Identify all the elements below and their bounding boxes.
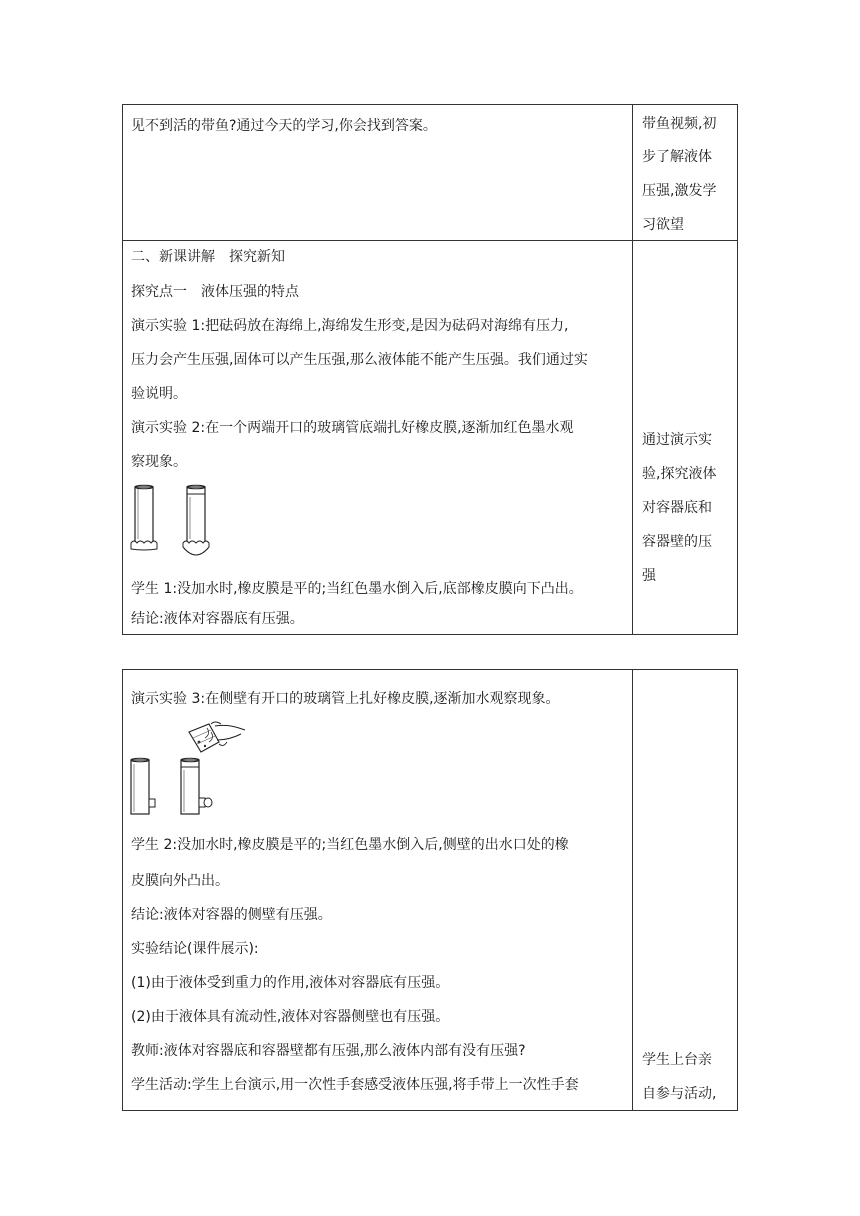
- table-bottom: [122, 669, 738, 1111]
- text-line: 演示实验 2:在一个两端开口的玻璃管底端扎好橡皮膜,逐渐加红色墨水观: [131, 420, 574, 436]
- list-item: (1)由于液体受到重力的作用,液体对容器底有压强。: [131, 975, 450, 991]
- side-note-line: 步了解液体: [642, 149, 712, 165]
- side-note-line: 通过演示实: [642, 432, 712, 448]
- text-line: 验说明。: [131, 386, 187, 402]
- text-line: 演示实验 3:在侧壁有开口的玻璃管上扎好橡皮膜,逐渐加水观察现象。: [131, 691, 560, 707]
- text-line: 教师:液体对容器底和容器壁都有压强,那么液体内部有没有压强?: [131, 1043, 526, 1059]
- side-note-line: 强: [642, 568, 656, 584]
- side-note-line: 学生上台亲: [642, 1052, 712, 1068]
- table-top: [122, 104, 738, 635]
- text-line: 压力会产生压强,固体可以产生压强,那么液体能不能产生压强。我们通过实: [131, 352, 588, 368]
- conclusion-line: 结论:液体对容器的侧壁有压强。: [131, 907, 332, 923]
- table-top-main-column: [123, 105, 633, 634]
- subsection-heading: 探究点一 液体压强的特点: [131, 284, 299, 300]
- side-note-line: 自参与活动,: [642, 1086, 717, 1102]
- side-note-line: 习欲望: [642, 217, 684, 233]
- list-item: (2)由于液体具有流动性,液体对容器侧壁也有压强。: [131, 1009, 450, 1025]
- table-bottom-side-column: [633, 670, 737, 1110]
- section-heading: 二、新课讲解 探究新知: [131, 249, 285, 265]
- side-note-line: 带鱼视频,初: [642, 116, 717, 132]
- text-line: 察现象。: [131, 454, 187, 470]
- text-line: 演示实验 1:把砝码放在海绵上,海绵发生形变,是因为砝码对海绵有压力,: [131, 318, 569, 334]
- text-line: 学生 1:没加水时,橡皮膜是平的;当红色墨水倒入后,底部橡皮膜向下凸出。: [131, 581, 583, 597]
- side-note-line: 验,探究液体: [642, 466, 717, 482]
- table-bottom-main-column: [123, 670, 633, 1110]
- row-divider: [123, 240, 737, 241]
- table-top-side-column: [633, 105, 737, 634]
- text-line: 学生活动:学生上台演示,用一次性手套感受液体压强,将手带上一次性手套: [131, 1077, 579, 1093]
- text-line: 学生 2:没加水时,橡皮膜是平的;当红色墨水倒入后,侧壁的出水口处的橡: [131, 837, 569, 853]
- text-line: 实验结论(课件展示):: [131, 941, 259, 957]
- tube-side-membrane-illustration: [127, 720, 257, 820]
- conclusion-line: 结论:液体对容器底有压强。: [131, 611, 304, 627]
- side-note-line: 压强,激发学: [642, 183, 717, 199]
- text-line: 见不到活的带鱼?通过今天的学习,你会找到答案。: [131, 118, 437, 134]
- side-note-line: 对容器底和: [642, 500, 712, 516]
- side-note-line: 容器壁的压: [642, 534, 712, 550]
- text-line: 皮膜向外凸出。: [131, 873, 229, 889]
- tube-bottom-membrane-illustration: [129, 483, 229, 563]
